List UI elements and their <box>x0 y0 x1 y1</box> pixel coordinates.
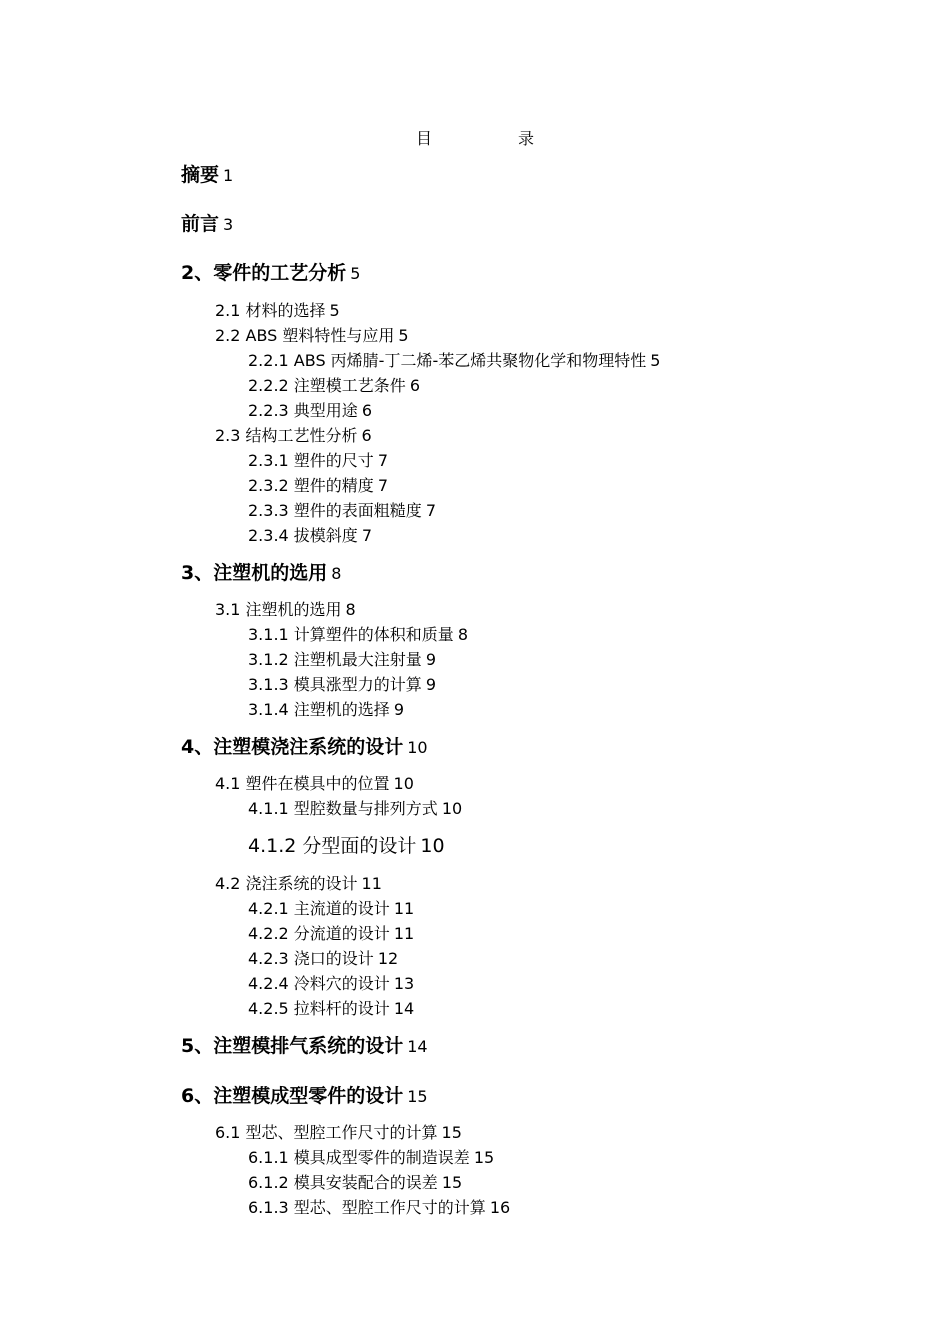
toc-entry-3-1[interactable]: 3.1 注塑机的选用 8 <box>215 600 356 619</box>
page-number: 11 <box>361 874 382 893</box>
page-number: 6 <box>409 376 420 395</box>
page-number: 1 <box>223 166 234 185</box>
toc-entry-abstract[interactable]: 摘要 1 <box>181 164 234 186</box>
page-number: 5 <box>350 264 361 283</box>
toc-entry-6-1-3[interactable]: 6.1.3 型芯、型腔工作尺寸的计算 16 <box>248 1198 511 1217</box>
page-number: 7 <box>361 526 372 545</box>
toc-entry-4-1-2[interactable]: 4.1.2 分型面的设计 10 <box>248 835 445 857</box>
page-number: 3 <box>223 215 234 234</box>
toc-entry-4-2-4[interactable]: 4.2.4 冷料穴的设计 13 <box>248 974 415 993</box>
page-number: 15 <box>407 1087 428 1106</box>
toc-entry-4-1[interactable]: 4.1 塑件在模具中的位置 10 <box>215 774 414 793</box>
page-number: 10 <box>393 774 414 793</box>
toc-entry-2-2[interactable]: 2.2 ABS 塑料特性与应用 5 <box>215 326 409 345</box>
toc-entry-2-3-1[interactable]: 2.3.1 塑件的尺寸 7 <box>248 451 388 470</box>
page-number: 9 <box>425 650 436 669</box>
page-number: 14 <box>407 1037 428 1056</box>
page-number: 12 <box>377 949 399 968</box>
toc-entry-6-1[interactable]: 6.1 型芯、型腔工作尺寸的计算 15 <box>215 1123 462 1142</box>
page-number: 9 <box>425 675 436 694</box>
page-number: 5 <box>329 301 340 320</box>
page-number: 10 <box>441 799 463 818</box>
toc-entry-3-1-3[interactable]: 3.1.3 模具涨型力的计算 9 <box>248 675 436 694</box>
toc-entry-6-1-2[interactable]: 6.1.2 模具安装配合的误差 15 <box>248 1173 463 1192</box>
toc-title-char-2: 录 <box>518 129 535 148</box>
toc-title-char-1: 目 <box>415 129 432 148</box>
toc-entry-chapter-6[interactable]: 6、注塑模成型零件的设计 15 <box>181 1085 428 1107</box>
page-number: 8 <box>457 625 468 644</box>
toc-entry-3-1-1[interactable]: 3.1.1 计算塑件的体积和质量 8 <box>248 625 468 644</box>
page-number: 8 <box>331 564 342 583</box>
page-number: 7 <box>377 451 388 470</box>
page-number: 11 <box>393 924 415 943</box>
toc-entry-3-1-2[interactable]: 3.1.2 注塑机最大注射量 9 <box>248 650 436 669</box>
page-number: 15 <box>441 1173 463 1192</box>
page-number: 5 <box>650 351 661 370</box>
toc-entry-3-1-4[interactable]: 3.1.4 注塑机的选择 9 <box>248 700 404 719</box>
page-number: 11 <box>393 899 415 918</box>
page-number: 7 <box>377 476 388 495</box>
toc-entry-preface[interactable]: 前言 3 <box>181 213 234 235</box>
page-number: 9 <box>393 700 404 719</box>
toc-entry-2-3-3[interactable]: 2.3.3 塑件的表面粗糙度 7 <box>248 501 436 520</box>
toc-entry-4-2[interactable]: 4.2 浇注系统的设计 11 <box>215 874 382 893</box>
toc-entry-6-1-1[interactable]: 6.1.1 模具成型零件的制造误差 15 <box>248 1148 495 1167</box>
page-number: 6 <box>361 426 372 445</box>
page-number: 15 <box>441 1123 462 1142</box>
page-number: 6 <box>361 401 372 420</box>
toc-entry-4-2-3[interactable]: 4.2.3 浇口的设计 12 <box>248 949 399 968</box>
toc-entry-2-2-1[interactable]: 2.2.1 ABS 丙烯腈-丁二烯-苯乙烯共聚物化学和物理特性 5 <box>248 351 661 370</box>
toc-entry-4-2-5[interactable]: 4.2.5 拉料杆的设计 14 <box>248 999 415 1018</box>
toc-entry-2-2-2[interactable]: 2.2.2 注塑模工艺条件 6 <box>248 376 420 395</box>
toc-entry-4-1-1[interactable]: 4.1.1 型腔数量与排列方式 10 <box>248 799 463 818</box>
toc-entry-2-3[interactable]: 2.3 结构工艺性分析 6 <box>215 426 372 445</box>
toc-entry-2-2-3[interactable]: 2.2.3 典型用途 6 <box>248 401 372 420</box>
page-number: 7 <box>425 501 436 520</box>
toc-entry-chapter-4[interactable]: 4、注塑模浇注系统的设计 10 <box>181 736 428 758</box>
page-number: 10 <box>407 738 428 757</box>
page-number: 10 <box>420 835 445 857</box>
page-number: 13 <box>393 974 415 993</box>
page-number: 15 <box>473 1148 495 1167</box>
page-number: 5 <box>398 326 409 345</box>
toc-entry-4-2-2[interactable]: 4.2.2 分流道的设计 11 <box>248 924 415 943</box>
toc-entry-2-3-2[interactable]: 2.3.2 塑件的精度 7 <box>248 476 388 495</box>
toc-entry-2-3-4[interactable]: 2.3.4 拔模斜度 7 <box>248 526 372 545</box>
page-number: 14 <box>393 999 415 1018</box>
toc-entry-chapter-5[interactable]: 5、注塑模排气系统的设计 14 <box>181 1035 428 1057</box>
toc-entry-4-2-1[interactable]: 4.2.1 主流道的设计 11 <box>248 899 415 918</box>
toc-entry-chapter-3[interactable]: 3、注塑机的选用 8 <box>181 562 342 584</box>
page-number: 8 <box>345 600 356 619</box>
toc-entry-2-1[interactable]: 2.1 材料的选择 5 <box>215 301 340 320</box>
page-number: 16 <box>489 1198 511 1217</box>
toc-entry-chapter-2[interactable]: 2、零件的工艺分析 5 <box>181 262 361 284</box>
